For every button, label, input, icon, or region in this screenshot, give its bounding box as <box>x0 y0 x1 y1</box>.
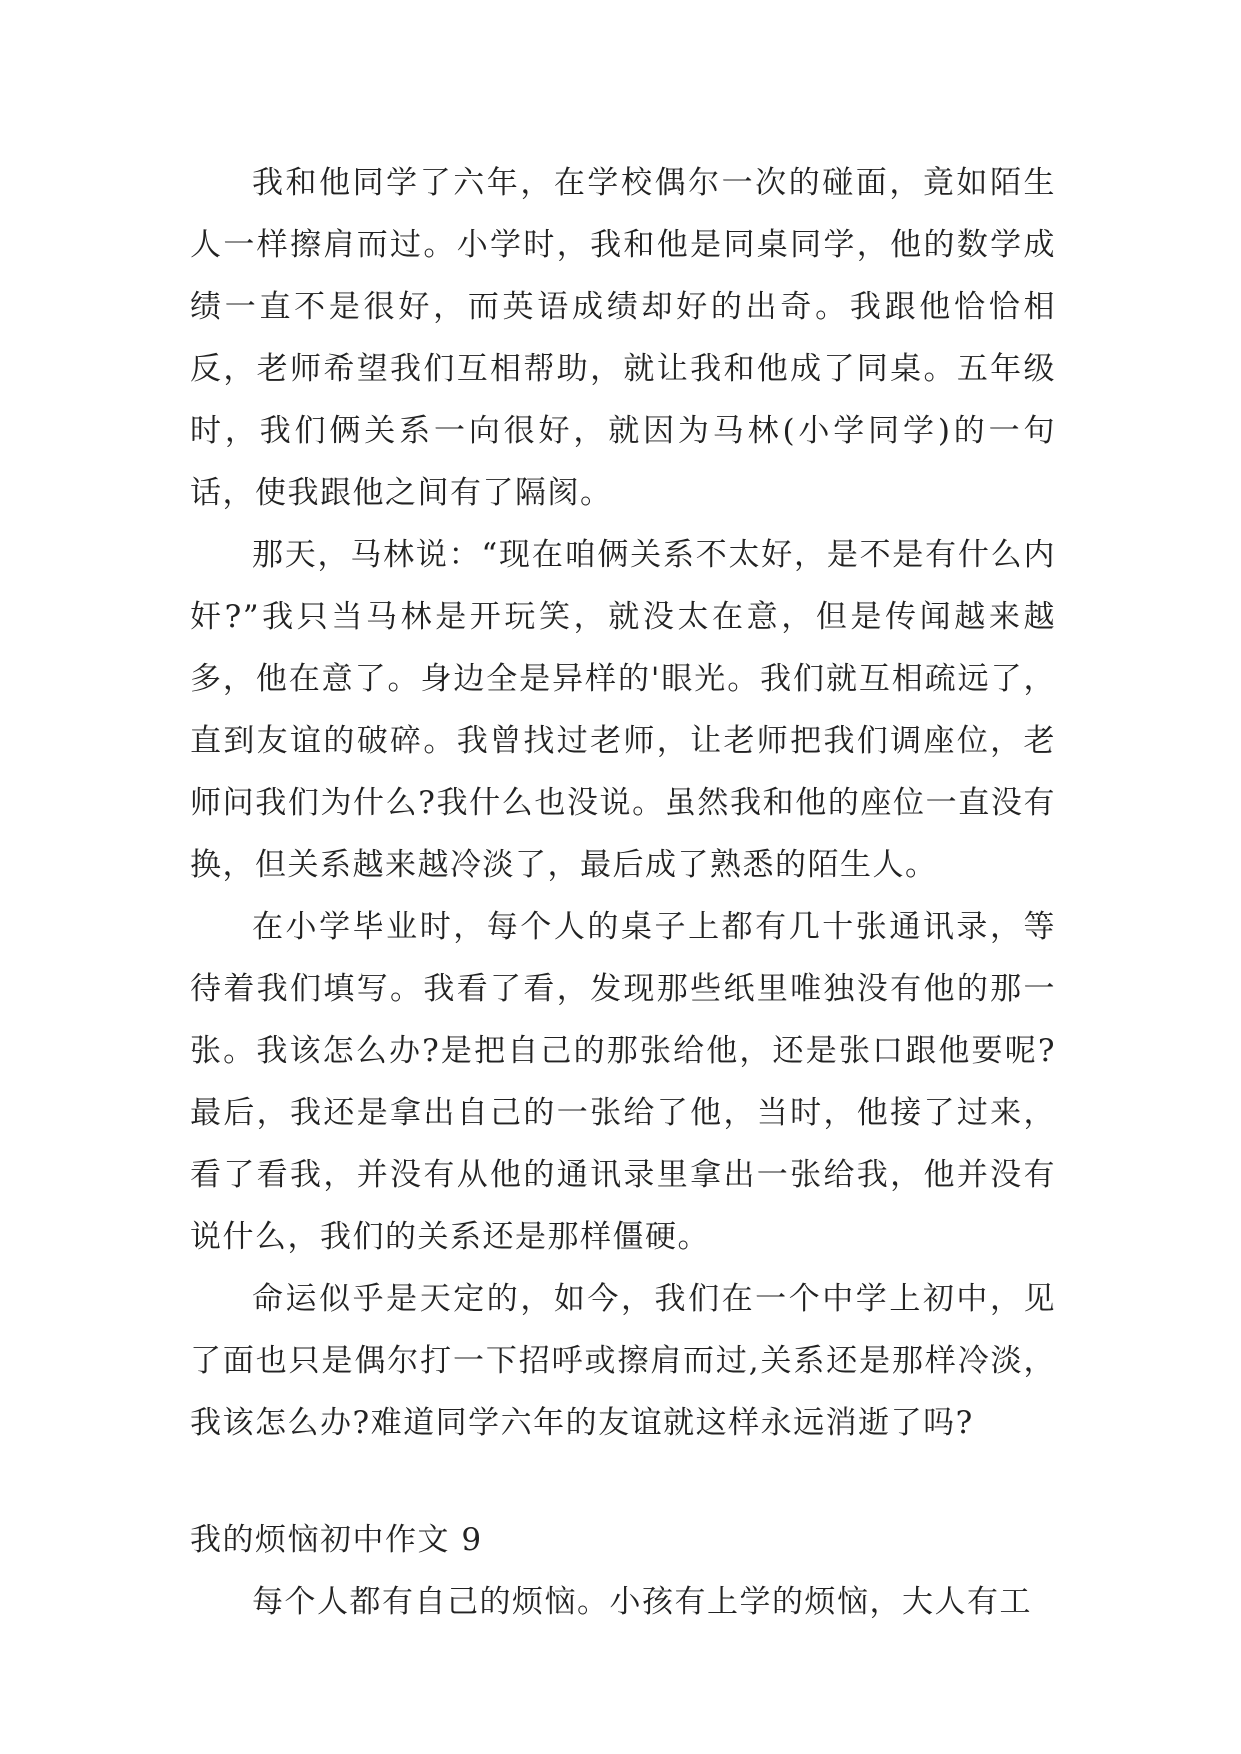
paragraph-4: 命运似乎是天定的，如今，我们在一个中学上初中，见了面也只是偶尔打一下招呼或擦肩而过,关系还是那样冷淡，我该怎么办?难道同学六年的友谊就这样永远消逝了吗? <box>190 1281 1056 1441</box>
paragraph-2: 那天，马林说：“现在咱俩关系不太好，是不是有什么内奸?”我只当马林是开玩笑，就没太在意，但是传闻越来越多，他在意了。身边全是异样的'眼光。我们就互相疏远了，直到友谊的破碎。我曾找过老师，让老师把我们调座位，老师问我们为什么?我什么也没说。虽然我和他的座位一直没有换，但关系越来越冷淡了，最后成了熟悉的陌生人。 <box>190 537 1056 883</box>
paragraph-1: 我和他同学了六年，在学校偶尔一次的碰面，竟如陌生人一样擦肩而过。小学时，我和他是同桌同学，他的数学成绩一直不是很好，而英语成绩却好的出奇。我跟他恰恰相反，老师希望我们互相帮助，就让我和他成了同桌。五年级时，我们俩关系一向很好，就因为马林(小学同学)的一句话，使我跟他之间有了隔阂。 <box>190 165 1056 511</box>
paragraph-5: 每个人都有自己的烦恼。小孩有上学的烦恼，大人有工 <box>252 1584 1032 1620</box>
document-body <box>190 152 1056 1633</box>
paragraph-3: 在小学毕业时，每个人的桌子上都有几十张通讯录，等待着我们填写。我看了看，发现那些纸里唯独没有他的那一张。我该怎么办?是把自己的那张给他，还是张口跟他要呢?最后，我还是拿出自己的一张给了他，当时，他接了过来，看了看我，并没有从他的通讯录里拿出一张给我，他并没有说什么，我们的关系还是那样僵硬。 <box>190 909 1056 1255</box>
section-heading: 我的烦恼初中作文 9 <box>190 1522 483 1558</box>
